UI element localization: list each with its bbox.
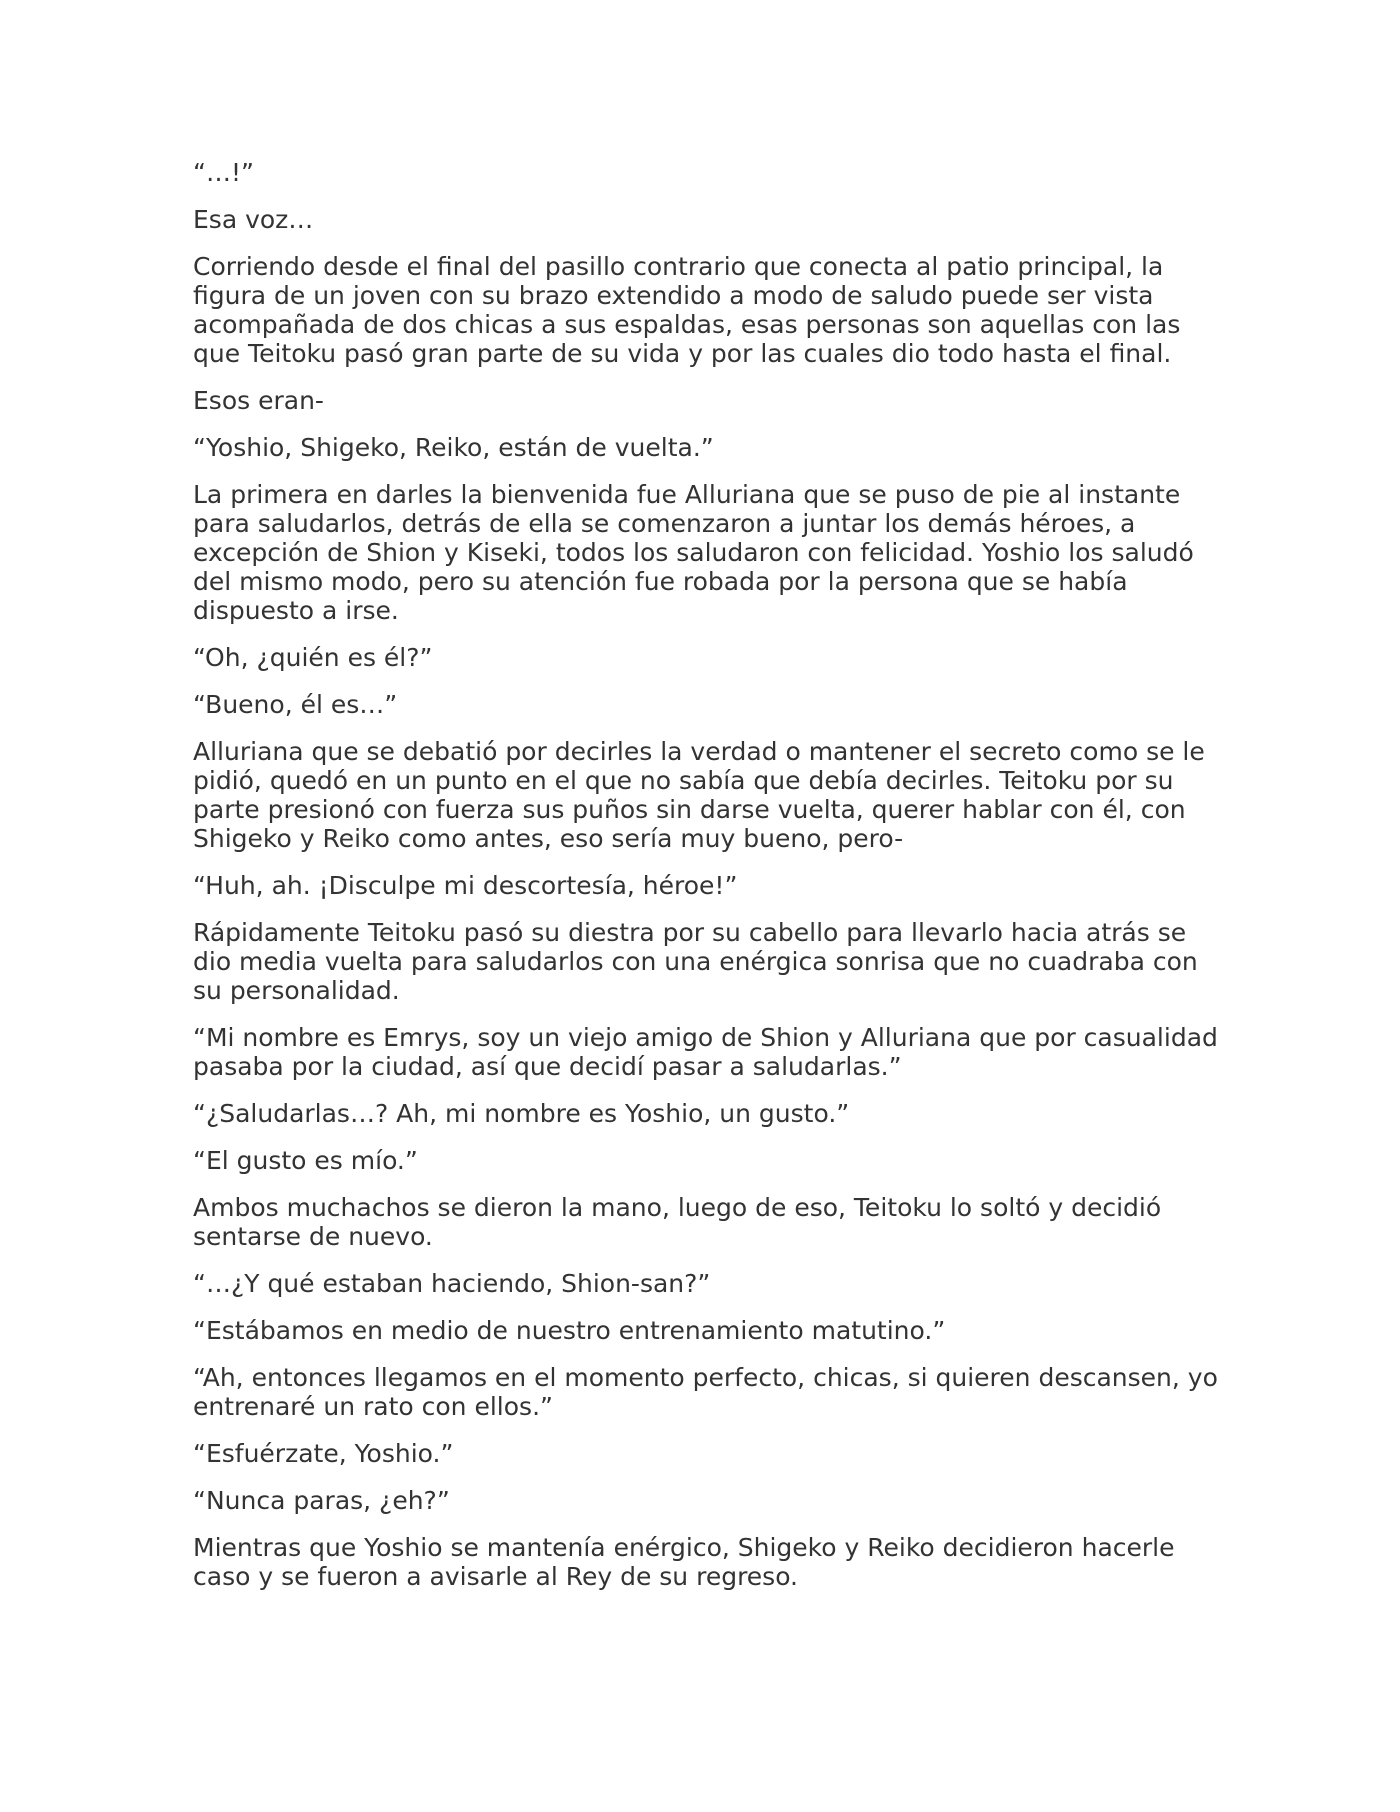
paragraph: “Nunca paras, ¿eh?” — [193, 1486, 450, 1515]
paragraph: “Yoshio, Shigeko, Reiko, están de vuelta.” — [193, 433, 714, 462]
paragraph: La primera en darles la bienvenida fue Alluriana que se puso de pie al instante para saludarlos, detrás de ella se comenzaron a juntar los demás héroes, a excepción de Shion y Kiseki, todos los saludaron con felicidad. Yoshio los saludó del mismo modo, pero su atención fue robada por la persona que se había dispuesto a irse. — [193, 480, 1194, 625]
paragraph: “Ah, entonces llegamos en el momento perfecto, chicas, si quieren descansen, yo entrenaré un rato con ellos.” — [193, 1363, 1218, 1421]
text-body — [193, 158, 1223, 1609]
paragraph: Alluriana que se debatió por decirles la verdad o mantener el secreto como se le pidió, quedó en un punto en el que no sabía que debía decirles. Teitoku por su parte presionó con fuerza sus puños sin darse vuelta, querer hablar con él, con Shigeko y Reiko como antes, eso sería muy bueno, pero- — [193, 737, 1205, 853]
paragraph: “…¿Y qué estaban haciendo, Shion-san?” — [193, 1269, 711, 1298]
paragraph: Esa voz… — [193, 205, 314, 234]
paragraph: “…!” — [193, 158, 254, 187]
paragraph: “Mi nombre es Emrys, soy un viejo amigo de Shion y Alluriana que por casualidad pasaba por la ciudad, así que decidí pasar a saludarlas.” — [193, 1023, 1218, 1081]
paragraph: Ambos muchachos se dieron la mano, luego de eso, Teitoku lo soltó y decidió sentarse de nuevo. — [193, 1193, 1162, 1251]
paragraph: Mientras que Yoshio se mantenía enérgico, Shigeko y Reiko decidieron hacerle caso y se fueron a avisarle al Rey de su regreso. — [193, 1533, 1175, 1591]
paragraph: Corriendo desde el final del pasillo contrario que conecta al patio principal, la figura de un joven con su brazo extendido a modo de saludo puede ser vista acompañada de dos chicas a sus espaldas, esas personas son aquellas con las que Teitoku pasó gran parte de su vida y por las cuales dio todo hasta el final. — [193, 252, 1181, 368]
paragraph: “El gusto es mío.” — [193, 1146, 418, 1175]
paragraph: Rápidamente Teitoku pasó su diestra por su cabello para llevarlo hacia atrás se dio media vuelta para saludarlos con una enérgica sonrisa que no cuadraba con su personalidad. — [193, 918, 1198, 1005]
paragraph: “Esfuérzate, Yoshio.” — [193, 1439, 454, 1468]
paragraph: “Estábamos en medio de nuestro entrenamiento matutino.” — [193, 1316, 946, 1345]
paragraph: Esos eran- — [193, 386, 324, 415]
paragraph: “Huh, ah. ¡Disculpe mi descortesía, héroe!” — [193, 871, 738, 900]
paragraph: “¿Saludarlas…? Ah, mi nombre es Yoshio, un gusto.” — [193, 1099, 850, 1128]
paragraph: “Bueno, él es…” — [193, 690, 398, 719]
paragraph: “Oh, ¿quién es él?” — [193, 643, 433, 672]
